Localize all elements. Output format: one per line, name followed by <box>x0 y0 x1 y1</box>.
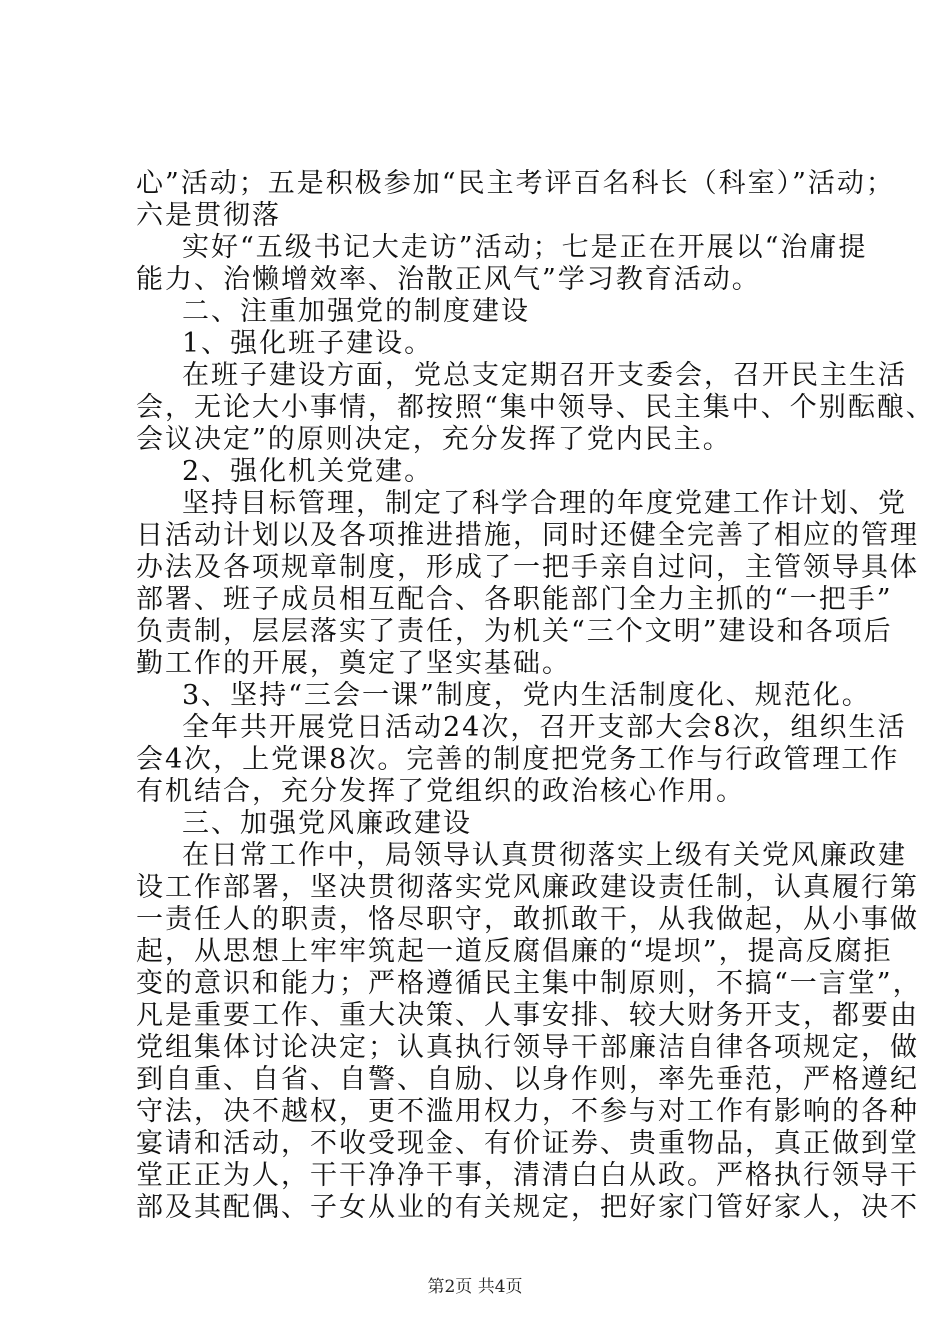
text-line: 部及其配偶、子女从业的有关规定，把好家门管好家人，决不 <box>136 1192 919 1223</box>
subsection-heading: 2、强化机关党建。 <box>182 456 434 487</box>
text-line: 会议决定”的原则决定，充分发挥了党内民主。 <box>136 424 732 455</box>
text-line: 设工作部署，坚决贯彻落实党风廉政建设责任制，认真履行第 <box>136 872 919 903</box>
text-line: 会4次，上党课8次。完善的制度把党务工作与行政管理工作 <box>136 744 900 775</box>
text-line: 在班子建设方面，党总支定期召开支委会，召开民主生活 <box>182 360 907 391</box>
text-line: 心”活动；五是积极参加“民主考评百名科长（科室）”活动； <box>136 168 895 199</box>
subsection-heading: 1、强化班子建设。 <box>182 328 434 359</box>
text-line: 坚持目标管理，制定了科学合理的年度党建工作计划、党 <box>182 488 907 519</box>
text-line: 变的意识和能力；严格遵循民主集中制原则，不搞“一言堂”， <box>136 968 922 999</box>
text-line: 部署、班子成员相互配合、各职能部门全力主抓的“一把手” <box>136 584 893 615</box>
document-body <box>136 168 935 1224</box>
section-heading: 二、注重加强党的制度建设 <box>182 296 530 327</box>
text-line: 日活动计划以及各项推进措施，同时还健全完善了相应的管理 <box>136 520 919 551</box>
subsection-heading: 3、坚持“三会一课”制度，党内生活制度化、规范化。 <box>182 680 871 711</box>
text-line: 实好“五级书记大走访”活动；七是正在开展以“治庸提 <box>182 232 868 263</box>
section-heading: 三、加强党风廉政建设 <box>182 808 472 839</box>
text-line: 凡是重要工作、重大决策、人事安排、较大财务开支，都要由 <box>136 1000 919 1031</box>
text-line: 堂正正为人，干干净净干事，清清白白从政。严格执行领导干 <box>136 1160 919 1191</box>
text-line: 会，无论大小事情，都按照“集中领导、民主集中、个别酝酿、 <box>136 392 935 423</box>
text-line: 全年共开展党日活动24次，召开支部大会8次，组织生活 <box>182 712 907 743</box>
text-line: 负责制，层层落实了责任，为机关“三个文明”建设和各项后 <box>136 616 893 647</box>
text-line: 办法及各项规章制度，形成了一把手亲自过问，主管领导具体 <box>136 552 919 583</box>
page-number-footer: 第2页 共4页 <box>427 1277 523 1297</box>
text-line: 到自重、自省、自警、自励、以身作则，率先垂范，严格遵纪 <box>136 1064 919 1095</box>
text-line: 六是贯彻落 <box>136 200 281 231</box>
text-line: 有机结合，充分发挥了党组织的政治核心作用。 <box>136 776 745 807</box>
text-line: 一责任人的职责，恪尽职守，敢抓敢干，从我做起，从小事做 <box>136 904 919 935</box>
text-line: 勤工作的开展，奠定了坚实基础。 <box>136 648 571 679</box>
text-line: 党组集体讨论决定；认真执行领导干部廉洁自律各项规定，做 <box>136 1032 919 1063</box>
text-line: 能力、治懒增效率、治散正风气”学习教育活动。 <box>136 264 761 295</box>
text-line: 守法，决不越权，更不滥用权力，不参与对工作有影响的各种 <box>136 1096 919 1127</box>
text-line: 宴请和活动，不收受现金、有价证券、贵重物品，真正做到堂 <box>136 1128 919 1159</box>
text-line: 起，从思想上牢牢筑起一道反腐倡廉的“堤坝”，提高反腐拒 <box>136 936 893 967</box>
text-line: 在日常工作中，局领导认真贯彻落实上级有关党风廉政建 <box>182 840 907 871</box>
